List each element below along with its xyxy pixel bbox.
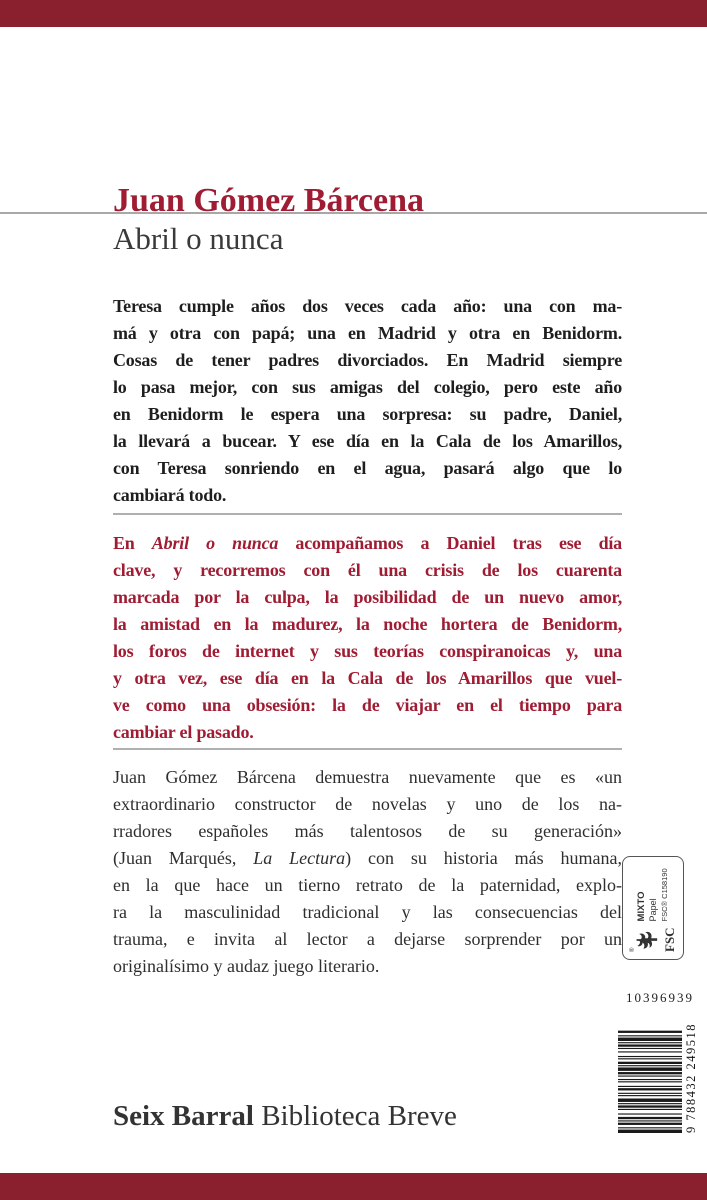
text-line: en Benidorm le espera una sorpresa: su padre, Daniel,	[113, 404, 622, 424]
fsc-label	[622, 856, 684, 960]
text-line: los foros de internet y sus teorías conspiranoicas y, una	[113, 641, 622, 661]
synopsis-paragraph	[113, 293, 622, 509]
highlight-paragraph	[113, 530, 622, 746]
text-line: extraordinario constructor de novelas y uno de los na-	[113, 794, 622, 814]
bottom-red-band	[0, 1173, 707, 1200]
text-line: marcada por la culpa, la posibilidad de un nuevo amor,	[113, 587, 622, 607]
book-title: Abril o nunca	[113, 221, 284, 256]
text-line: lo pasa mejor, con sus amigas del colegio, pero este año	[113, 377, 622, 397]
fsc-label-content	[622, 856, 684, 960]
barcode-digits: 9 788432 249518	[684, 1023, 698, 1133]
barcode-bars	[618, 1013, 682, 1133]
text-line: (Juan Marqués, La Lectura) con su historia más humana,	[113, 848, 622, 868]
text-line: Juan Gómez Bárcena demuestra nuevamente que es «un	[113, 767, 622, 787]
text-line: má y otra con papá; una en Madrid y otra en Benidorm.	[113, 323, 622, 343]
top-red-band	[0, 0, 707, 27]
fsc-tree-icon	[634, 929, 662, 951]
publisher-imprint	[113, 1100, 457, 1133]
barcode	[618, 1013, 702, 1133]
fsc-mixto-label: MIXTO	[636, 891, 648, 922]
text-line: originalísimo y audaz juego literario.	[113, 956, 380, 976]
registered-mark-icon: ®	[630, 947, 636, 952]
review-paragraph	[113, 764, 622, 980]
fsc-cert-code: FSC® C158190	[660, 868, 670, 922]
text-line: ra la masculinidad tradicional y las consecuencias del	[113, 902, 622, 922]
text-line: rradores españoles más talentosos de su generación»	[113, 821, 622, 841]
text-line: la llevará a bucear. Y ese día en la Cala de los Amarillos,	[113, 431, 622, 451]
fsc-papel-label: Papel	[648, 898, 659, 922]
highlight-rule-bottom	[113, 748, 622, 750]
barcode-content	[618, 1013, 702, 1133]
collection-name: Biblioteca Breve	[261, 1100, 457, 1132]
text-line: En Abril o nunca acompañamos a Daniel tras ese día	[113, 533, 622, 553]
text-line: Cosas de tener padres divorciados. En Madrid siempre	[113, 350, 622, 370]
highlight-rule-top	[113, 513, 622, 515]
publisher-name: Seix Barral	[113, 1100, 254, 1132]
text-line: y otra vez, ese día en la Cala de los Amarillos que vuel-	[113, 668, 622, 688]
text-line: la amistad en la madurez, la noche hortera de Benidorm,	[113, 614, 622, 634]
text-line: clave, y recorremos con él una crisis de los cuarenta	[113, 560, 622, 580]
text-line: Teresa cumple años dos veces cada año: una con ma-	[113, 296, 622, 316]
fsc-wordmark: FSC	[662, 927, 677, 952]
print-code: 10396939	[626, 990, 694, 1005]
author-name: Juan Gómez Bárcena	[113, 182, 425, 219]
text-line: ve como una obsesión: la de viajar en el tiempo para	[113, 695, 622, 715]
text-line: con Teresa sonriendo en el agua, pasará algo que lo	[113, 458, 622, 478]
text-line: trauma, e invita al lector a dejarse sorprender por un	[113, 929, 622, 949]
text-line: cambiar el pasado.	[113, 722, 254, 742]
text-line: en la que hace un tierno retrato de la paternidad, explo-	[113, 875, 622, 895]
text-line: cambiará todo.	[113, 485, 227, 505]
